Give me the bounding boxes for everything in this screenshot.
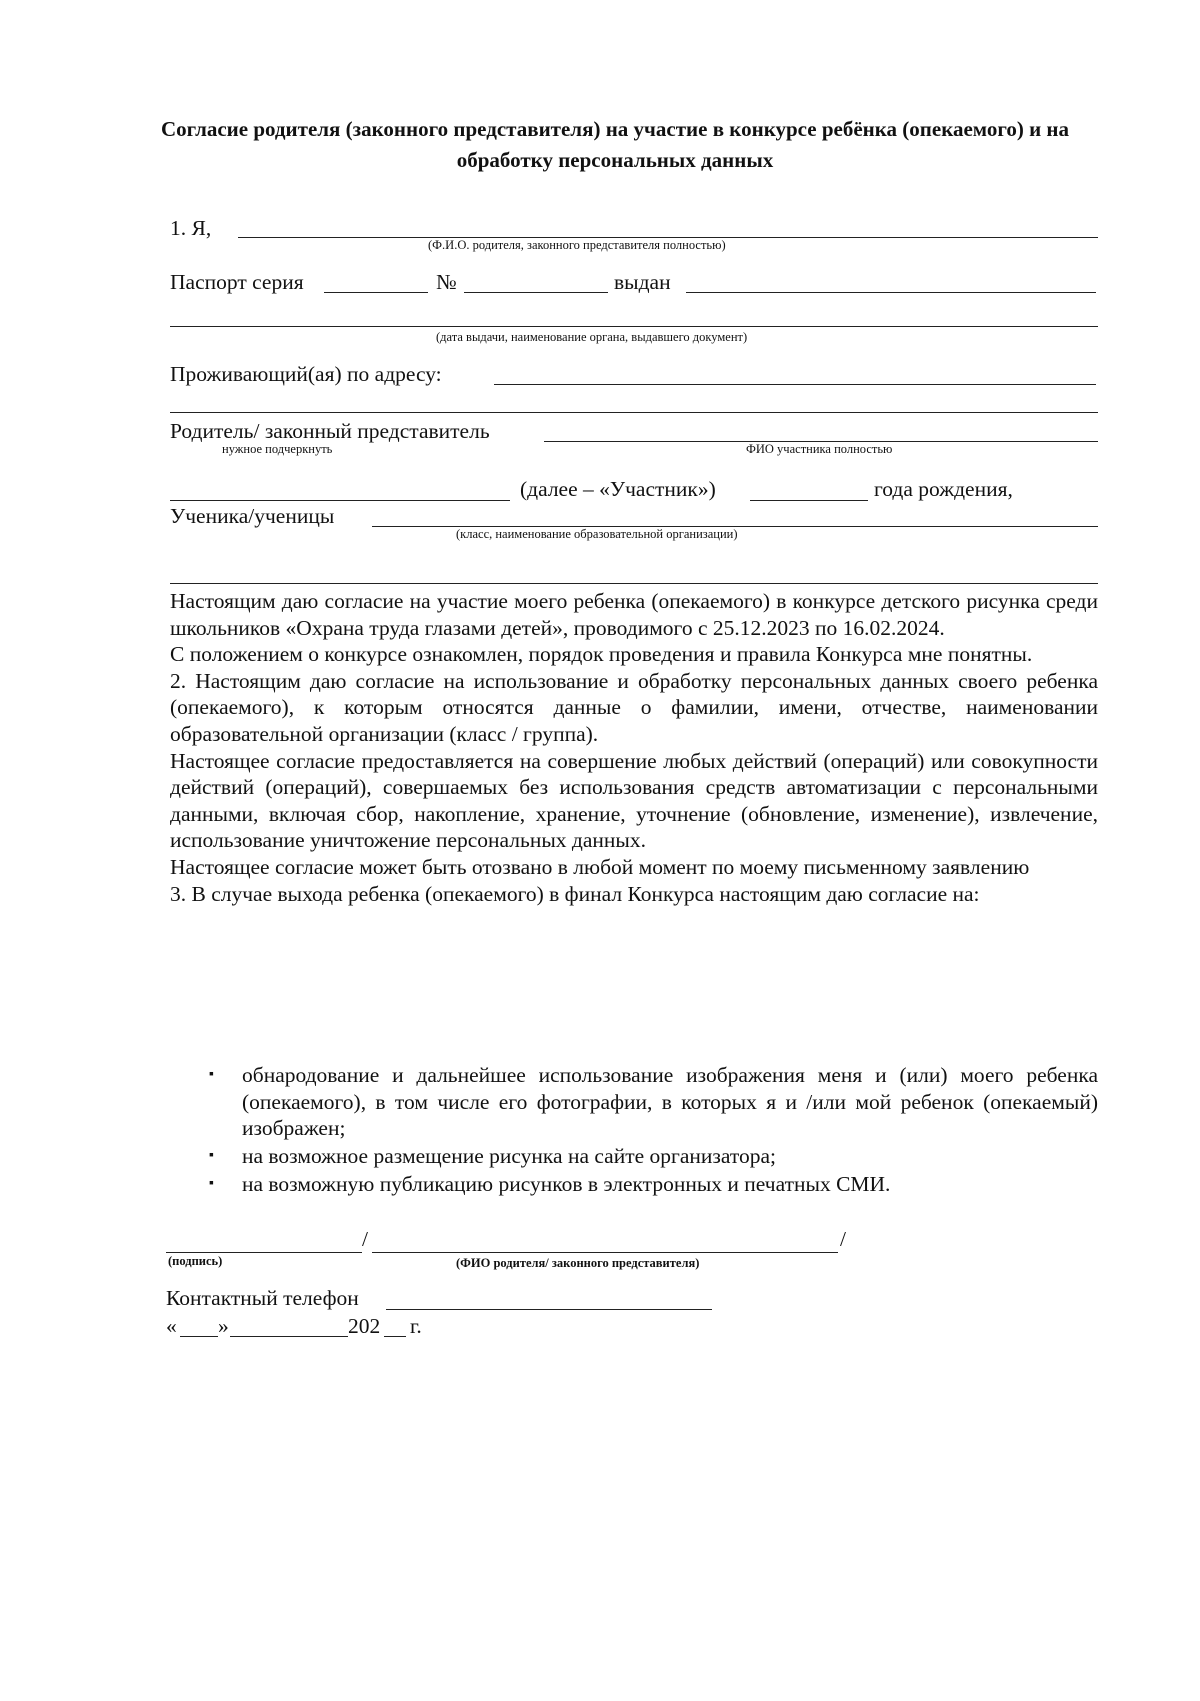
underline-caption: нужное подчеркнуть	[222, 442, 333, 456]
participant-caption: ФИО участника полностью	[746, 442, 893, 456]
date-year-field[interactable]	[384, 1336, 406, 1337]
paragraph-final: 3. В случае выхода ребенка (опекаемого) в финал Конкурса настоящим даю согласие на:	[170, 881, 980, 906]
parent-label: Родитель/ законный представитель	[170, 419, 490, 443]
paragraph-revocation: Настоящее согласие может быть отозвано в любой момент по моему письменному заявлению	[170, 854, 1030, 879]
date-open-quote: «	[166, 1314, 177, 1338]
address-label: Проживающий(ая) по адресу:	[170, 362, 442, 386]
date-month-field[interactable]	[230, 1336, 348, 1337]
bullet-icon: ▪	[209, 1148, 214, 1163]
bullet-text: обнародование и дальнейшее использование изображения меня и (или) моего ребенка (опекаемого), в том числе его фотографии, в которых я и /или мой ребенок (опекаемый) изображен;	[242, 1063, 1098, 1141]
class-school-field-2[interactable]	[170, 583, 1098, 584]
class-caption: (класс, наименование образовательной организации)	[456, 527, 738, 541]
passport-number-label: №	[436, 270, 457, 294]
signature-field[interactable]	[166, 1252, 362, 1253]
fio-caption: (Ф.И.О. родителя, законного представителя полностью)	[428, 238, 726, 252]
bullet-icon: ▪	[209, 1176, 214, 1191]
hereinafter-text: (далее – «Участник»)	[520, 477, 716, 501]
signature-slash-1: /	[362, 1227, 368, 1251]
paragraph-participation: Настоящим даю согласие на участие моего ребенка (опекаемого) в конкурсе детского рисунка среди школьников «Охрана труда глазами детей», проводимого с 25.12.2023 по 16.02.2024.	[170, 589, 1098, 640]
passport-issued-field[interactable]	[686, 292, 1096, 293]
issued-details-line[interactable]	[170, 326, 1098, 327]
bullet-item-2	[209, 1143, 1098, 1170]
item1-label: 1. Я,	[170, 216, 212, 240]
bullet-text: на возможное размещение рисунка на сайте организатора;	[242, 1144, 777, 1168]
participant-fio-field-2[interactable]	[170, 500, 510, 501]
signature-fio-caption: (ФИО родителя/ законного представителя)	[456, 1256, 700, 1270]
paragraph-regulations: С положением о конкурсе ознакомлен, порядок проведения и правила Конкурса мне понятны.	[170, 642, 1033, 667]
issued-caption: (дата выдачи, наименование органа, выдавшего документ)	[436, 330, 748, 344]
passport-number-field[interactable]	[464, 292, 608, 293]
bullet-text: на возможную публикацию рисунков в электронных и печатных СМИ.	[242, 1172, 891, 1196]
paragraph-personal-data: 2. Настоящим даю согласие на использование и обработку персональных данных своего ребенка (опекаемого), к которым относятся данные о фамилии, имени, отчестве, наименовании образовательной организации (класс / группа).	[170, 668, 1098, 746]
address-field-2[interactable]	[170, 412, 1098, 413]
passport-issued-label: выдан	[614, 270, 671, 294]
signature-caption: (подпись)	[168, 1254, 223, 1268]
phone-field[interactable]	[386, 1309, 712, 1310]
signature-slash-2: /	[840, 1227, 846, 1251]
document-title: Согласие родителя (законного представителя) на участие в конкурсе ребёнка (опекаемого) и на обработку персональных данных	[160, 117, 1070, 172]
address-field[interactable]	[494, 384, 1096, 385]
birth-year-label: года рождения,	[874, 477, 1013, 501]
passport-series-label: Паспорт серия	[170, 270, 304, 294]
consent-body	[170, 588, 1098, 907]
bullet-icon: ▪	[209, 1067, 214, 1082]
student-label: Ученика/ученицы	[170, 504, 335, 528]
bullet-item-3	[209, 1171, 1098, 1198]
signature-fio-field[interactable]	[372, 1252, 838, 1253]
paragraph-operations: Настоящее согласие предоставляется на совершение любых действий (операций) или совокупности действий (операций), совершаемых без использования средств автоматизации с персональными данными, включая сбор, накопление, хранение, уточнение (обновление, изменение), извлечение, использование уничтожение персональных данных.	[170, 748, 1098, 853]
passport-series-field[interactable]	[324, 292, 428, 293]
bullet-item-1	[209, 1062, 1098, 1142]
date-year-prefix: 202	[348, 1314, 381, 1338]
date-close-quote: »	[218, 1314, 229, 1338]
date-year-suffix: г.	[410, 1314, 422, 1338]
birth-year-field[interactable]	[750, 500, 868, 501]
date-day-field[interactable]	[180, 1336, 218, 1337]
phone-label: Контактный телефон	[166, 1286, 359, 1310]
